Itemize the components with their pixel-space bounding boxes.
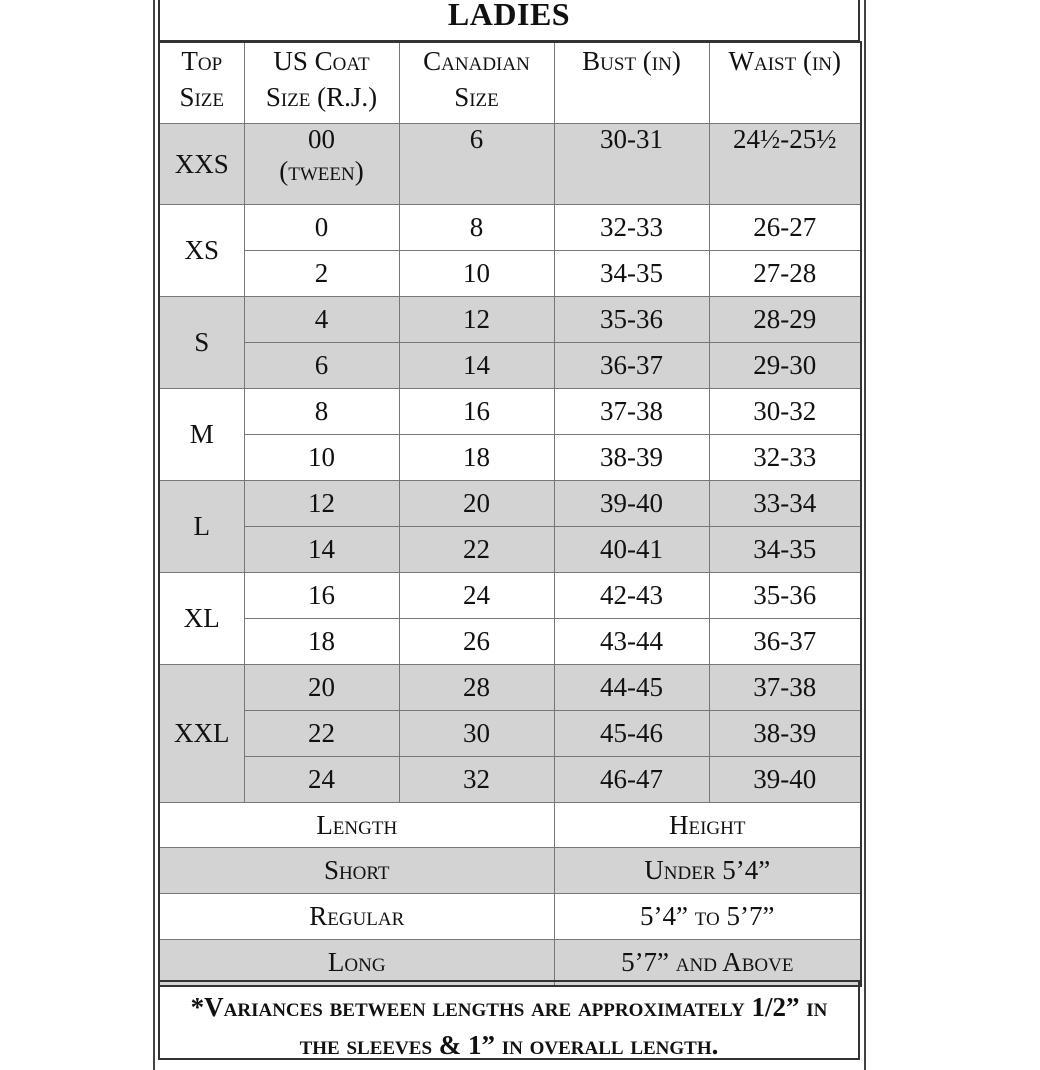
table-row: [159, 573, 861, 619]
us-coat-cell: 6: [244, 343, 399, 389]
table-row: [159, 711, 861, 757]
top-size-cell: XL: [159, 573, 244, 665]
waist-cell: 37-38: [709, 665, 861, 711]
table-row: [159, 757, 861, 803]
waist-cell: 29-30: [709, 343, 861, 389]
bust-cell: 35-36: [554, 297, 709, 343]
bust-cell: 39-40: [554, 481, 709, 527]
bust-cell: 43-44: [554, 619, 709, 665]
header-top-size: Top Size: [159, 42, 244, 124]
us-coat-cell: 4: [244, 297, 399, 343]
height-cell: 5’4” to 5’7”: [554, 894, 861, 940]
bust-cell: 40-41: [554, 527, 709, 573]
table-row: [159, 297, 861, 343]
height-cell: Under 5’4”: [554, 848, 861, 894]
waist-cell: 38-39: [709, 711, 861, 757]
header-height: Height: [554, 803, 861, 848]
table-row: [159, 665, 861, 711]
us-coat-cell: 20: [244, 665, 399, 711]
canadian-cell: 8: [399, 205, 554, 251]
waist-cell: 24½-25½: [709, 124, 861, 205]
us-coat-cell: 0: [244, 205, 399, 251]
us-coat-cell: 00 (tween): [244, 124, 399, 205]
header-us-coat-size: US Coat Size (R.J.): [244, 42, 399, 124]
us-coat-cell: 8: [244, 389, 399, 435]
canadian-cell: 18: [399, 435, 554, 481]
us-coat-cell: 10: [244, 435, 399, 481]
length-row: [159, 848, 861, 894]
height-cell: 5’7” and Above: [554, 940, 861, 987]
header-row: [159, 42, 861, 124]
bust-cell: 38-39: [554, 435, 709, 481]
table-row: [159, 389, 861, 435]
top-size-cell: XS: [159, 205, 244, 297]
variance-note: *Variances between lengths are approximately 1/2” in the sleeves & 1” in overall length.: [158, 980, 860, 1060]
top-size-cell: XXL: [159, 665, 244, 803]
length-header-row: [159, 803, 861, 848]
top-size-cell: XXS: [159, 124, 244, 205]
table-row: [159, 205, 861, 251]
waist-cell: 35-36: [709, 573, 861, 619]
canadian-cell: 24: [399, 573, 554, 619]
length-cell: Long: [159, 940, 554, 987]
us-coat-cell: 2: [244, 251, 399, 297]
waist-cell: 32-33: [709, 435, 861, 481]
canadian-cell: 20: [399, 481, 554, 527]
table-row: [159, 251, 861, 297]
waist-cell: 33-34: [709, 481, 861, 527]
size-chart-table: [158, 41, 862, 987]
canadian-cell: 30: [399, 711, 554, 757]
tween-note: (tween): [279, 156, 364, 186]
title-box: [158, 0, 860, 42]
bust-cell: 34-35: [554, 251, 709, 297]
bust-cell: 36-37: [554, 343, 709, 389]
canadian-cell: 14: [399, 343, 554, 389]
canadian-cell: 16: [399, 389, 554, 435]
page-title: LADIES: [447, 0, 571, 32]
table-row: [159, 481, 861, 527]
length-cell: Short: [159, 848, 554, 894]
bust-cell: 46-47: [554, 757, 709, 803]
canadian-cell: 6: [399, 124, 554, 205]
bust-cell: 45-46: [554, 711, 709, 757]
header-canadian-size: Canadian Size: [399, 42, 554, 124]
table-row: [159, 619, 861, 665]
waist-cell: 26-27: [709, 205, 861, 251]
canadian-cell: 12: [399, 297, 554, 343]
canadian-cell: 28: [399, 665, 554, 711]
canadian-cell: 32: [399, 757, 554, 803]
length-cell: Regular: [159, 894, 554, 940]
us-coat-cell: 24: [244, 757, 399, 803]
bust-cell: 30-31: [554, 124, 709, 205]
us-coat-cell: 16: [244, 573, 399, 619]
length-row: [159, 894, 861, 940]
top-size-cell: L: [159, 481, 244, 573]
table-row: [159, 343, 861, 389]
canadian-cell: 22: [399, 527, 554, 573]
header-bust: Bust (in): [554, 42, 709, 124]
us-coat-cell: 22: [244, 711, 399, 757]
bust-cell: 44-45: [554, 665, 709, 711]
waist-cell: 39-40: [709, 757, 861, 803]
waist-cell: 34-35: [709, 527, 861, 573]
bust-cell: 32-33: [554, 205, 709, 251]
top-size-cell: M: [159, 389, 244, 481]
waist-cell: 28-29: [709, 297, 861, 343]
header-length: Length: [159, 803, 554, 848]
bust-cell: 42-43: [554, 573, 709, 619]
waist-cell: 30-32: [709, 389, 861, 435]
top-size-cell: S: [159, 297, 244, 389]
waist-cell: 27-28: [709, 251, 861, 297]
canadian-cell: 26: [399, 619, 554, 665]
bust-cell: 37-38: [554, 389, 709, 435]
canadian-cell: 10: [399, 251, 554, 297]
us-coat-cell: 12: [244, 481, 399, 527]
table-row: [159, 527, 861, 573]
table-row: [159, 435, 861, 481]
header-waist: Waist (in): [709, 42, 861, 124]
us-coat-cell: 14: [244, 527, 399, 573]
table-row: [159, 124, 861, 205]
waist-cell: 36-37: [709, 619, 861, 665]
us-coat-cell: 18: [244, 619, 399, 665]
